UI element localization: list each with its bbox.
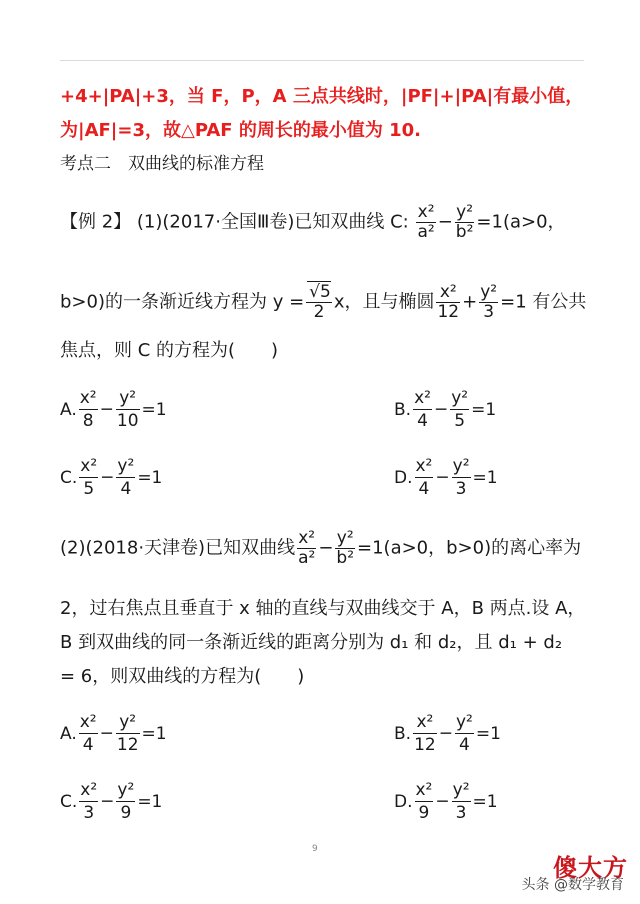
fraction-x2-a2-2: $\frac{\text{x²}}{\text{a²}}$ <box>298 528 316 568</box>
problem-2-line-3: B 到双曲线的同一条渐近线的距离分别为 d₁ 和 d₂，且 d₁ + d₂ <box>60 632 563 653</box>
fraction-asymptote: $\frac{√5}{2}$ <box>306 284 332 321</box>
fraction-ellipse-x: $\frac{\text{x²}}{12}$ <box>437 282 460 322</box>
option-1-C[interactable]: C. $\frac{\text{x²}}{5}$ − $\frac{\text{y²}}{4}$ =1 <box>60 456 163 499</box>
section-heading: 考点二 双曲线的标准方程 <box>60 154 264 174</box>
problem-2-line-1: (2)(2018·天津卷)已知双曲线 $\frac{\text{x²}}{\text{a²}}$ − $\frac{\text{y²}}{\text{b²}}$ =1(a>0，b>0)的离心率为 <box>60 528 582 568</box>
watermark: 头条 @数学教育 <box>521 877 624 893</box>
option-1-D[interactable]: D. $\frac{\text{x²}}{4}$ − $\frac{\text{y²}}{3}$ =1 <box>394 456 498 499</box>
text-line-6: 焦点，则 C 的方程为( ) <box>60 340 279 361</box>
text-line-5: b>0)的一条渐近线方程为 y = $\frac{√5}{2}$ x，且与椭圆 $\frac{\text{x²}}{12}$ + $\frac{\text{y²}}{3}$ =1 有公共 <box>60 282 587 322</box>
page-number: 9 <box>312 844 318 854</box>
option-2-D[interactable]: D. $\frac{\text{x²}}{9}$ − $\frac{\text{y²}}{3}$ =1 <box>394 780 498 823</box>
fraction-y2-b2-2: $\frac{\text{y²}}{\text{b²}}$ <box>336 528 355 568</box>
text-line-1: +4+|PA|+3，当 F，P，A 三点共线时，|PF|+|PA|有最小值， <box>60 86 584 107</box>
fraction-x2-a2: $\frac{\text{x²}}{\text{a²}}$ <box>417 202 435 242</box>
option-1-B[interactable]: B. $\frac{\text{x²}}{4}$ − $\frac{\text{y²}}{5}$ =1 <box>394 388 497 431</box>
option-2-B[interactable]: B. $\frac{\text{x²}}{12}$ − $\frac{\text{y²}}{4}$ =1 <box>394 712 501 755</box>
option-2-A[interactable]: A. $\frac{\text{x²}}{4}$ − $\frac{\text{y²}}{12}$ =1 <box>60 712 167 755</box>
fraction-ellipse-y: $\frac{\text{y²}}{3}$ <box>480 282 498 322</box>
problem-2-line-2: 2，过右焦点且垂直于 x 轴的直线与双曲线交于 A，B 两点.设 A， <box>60 598 586 619</box>
fraction-y2-b2: $\frac{\text{y²}}{\text{b²}}$ <box>455 202 474 242</box>
top-divider <box>60 60 584 61</box>
hyperbola-eq-tail: =1(a>0， <box>476 211 566 233</box>
example-2-header: 【例 2】 (1)(2017·全国Ⅲ卷)已知双曲线 C: $\frac{\text{x²}}{\text{a²}}$ − $\frac{\text{y²}}{\text{b²}}$ =1(a>0， <box>60 202 566 242</box>
site-logo: 傻大方 <box>553 854 628 882</box>
text-line-2: 为|AF|=3，故△PAF 的周长的最小值为 10. <box>60 120 422 141</box>
option-2-C[interactable]: C. $\frac{\text{x²}}{3}$ − $\frac{\text{y²}}{9}$ =1 <box>60 780 163 823</box>
example-2-intro: 【例 2】 (1)(2017·全国Ⅲ卷)已知双曲线 C: <box>60 211 409 233</box>
option-1-A[interactable]: A. $\frac{\text{x²}}{8}$ − $\frac{\text{y²}}{10}$ =1 <box>60 388 167 431</box>
problem-2-line-4: = 6，则双曲线的方程为( ) <box>60 666 305 687</box>
